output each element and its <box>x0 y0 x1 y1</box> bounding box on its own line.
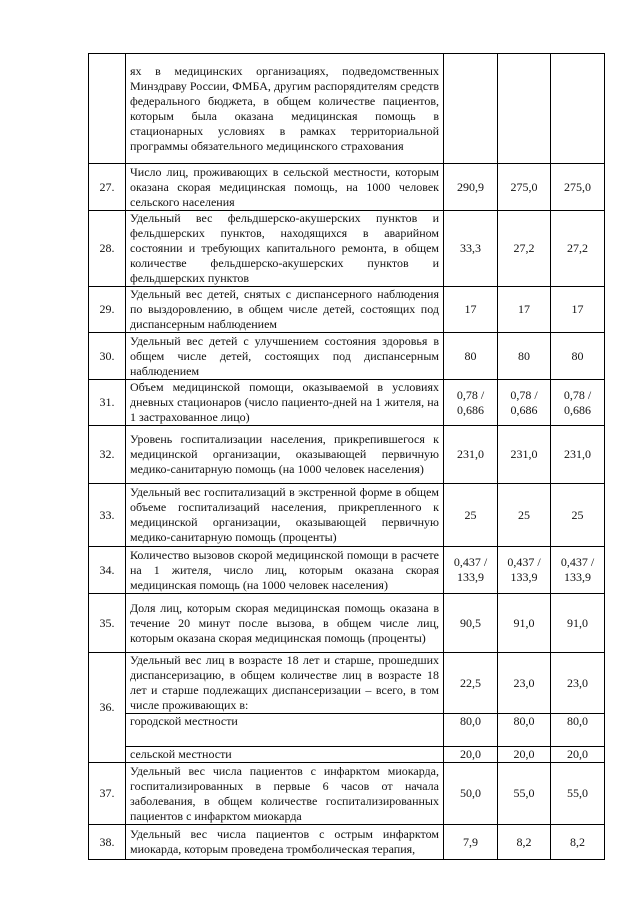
table-row <box>89 54 605 164</box>
value-cell-2 <box>498 54 551 164</box>
row-number: 32. <box>89 426 126 484</box>
value-cell-1: 17 <box>444 287 498 333</box>
table-subrow <box>89 747 605 763</box>
value-cell-1: 50,0 <box>444 763 498 825</box>
value-cell-1: 25 <box>444 484 498 547</box>
table-row <box>89 594 605 653</box>
value-cell-1: 22,5 <box>444 653 498 714</box>
row-number: 31. <box>89 380 126 426</box>
row-number: 37. <box>89 763 126 825</box>
value-cell-2: 23,0 <box>498 653 551 714</box>
subrow-text: сельской местности <box>126 747 444 763</box>
row-number: 28. <box>89 211 126 287</box>
indicator-text: Удельный вес госпитализаций в экстренной форме в общем объеме госпитализаций населения, прикрепленного к медицинской организации, оказывающей первичную медико-санитарную помощь (проценты) <box>126 484 444 547</box>
value-cell-3: 27,2 <box>551 211 605 287</box>
table-row <box>89 333 605 380</box>
indicator-text: Удельный вес фельдшерско-акушерских пунктов и фельдшерских пунктов, находящихся в аварийном состоянии и требующих капитального ремонта, в общем количестве фельдшерско-акушерских пунктов и фельдшерских пунктов <box>126 211 444 287</box>
indicator-text: Удельный вес числа пациентов с инфарктом миокарда, госпитализированных в первые 6 часов от начала заболевания, в общем количестве госпитализированных пациентов с инфарктом миокарда <box>126 763 444 825</box>
table-row <box>89 825 605 860</box>
value-cell-1 <box>444 54 498 164</box>
value-cell-3: 0,78 / 0,686 <box>551 380 605 426</box>
row-number: 30. <box>89 333 126 380</box>
table-row <box>89 547 605 594</box>
table-subrow <box>89 714 605 747</box>
indicator-text: Удельный вес числа пациентов с острым инфарктом миокарда, которым проведена тромболическая терапия, <box>126 825 444 860</box>
value-cell-1: 20,0 <box>444 747 498 763</box>
value-cell-3: 275,0 <box>551 164 605 211</box>
indicator-text: ях в медицинских организациях, подведомственных Минздраву России, ФМБА, другим распорядителям средств федерального бюджета, в общем количестве пациентов, которым была оказана медицинская помощь в стационарных условиях в рамках территориальной программы обязательного медицинского страхования <box>126 54 444 164</box>
value-cell-3: 8,2 <box>551 825 605 860</box>
row-number: 27. <box>89 164 126 211</box>
value-cell-1: 231,0 <box>444 426 498 484</box>
value-cell-3: 91,0 <box>551 594 605 653</box>
subrow-text: городской местности <box>126 714 444 747</box>
row-number <box>89 54 126 164</box>
value-cell-1: 90,5 <box>444 594 498 653</box>
row-number: 36. <box>89 653 126 763</box>
indicator-text: Удельный вес лиц в возрасте 18 лет и старше, прошедших диспансеризацию, в общем количестве лиц в возрасте 18 лет и старше подлежащих диспансеризации – всего, в том числе проживающих в: <box>126 653 444 714</box>
value-cell-1: 80 <box>444 333 498 380</box>
value-cell-2: 55,0 <box>498 763 551 825</box>
value-cell-3: 20,0 <box>551 747 605 763</box>
indicator-text: Объем медицинской помощи, оказываемой в условиях дневных стационаров (число пациенто-дней на 1 жителя, на 1 застрахованное лицо) <box>126 380 444 426</box>
table-row <box>89 164 605 211</box>
table-row <box>89 653 605 714</box>
value-cell-2: 275,0 <box>498 164 551 211</box>
table-row <box>89 763 605 825</box>
table-row <box>89 211 605 287</box>
value-cell-2: 8,2 <box>498 825 551 860</box>
value-cell-2: 27,2 <box>498 211 551 287</box>
value-cell-3: 80,0 <box>551 714 605 747</box>
value-cell-2: 20,0 <box>498 747 551 763</box>
value-cell-2: 80 <box>498 333 551 380</box>
value-cell-3: 23,0 <box>551 653 605 714</box>
indicator-text: Удельный вес детей, снятых с диспансерного наблюдения по выздоровлению, в общем числе детей, состоящих под диспансерным наблюдением <box>126 287 444 333</box>
value-cell-2: 80,0 <box>498 714 551 747</box>
value-cell-2: 17 <box>498 287 551 333</box>
value-cell-2: 231,0 <box>498 426 551 484</box>
indicator-text: Уровень госпитализации населения, прикрепившегося к медицинской организации, оказывающей первичную медико-санитарную помощь (на 1000 человек населения) <box>126 426 444 484</box>
value-cell-3 <box>551 54 605 164</box>
row-number: 29. <box>89 287 126 333</box>
value-cell-3: 55,0 <box>551 763 605 825</box>
value-cell-1: 0,437 / 133,9 <box>444 547 498 594</box>
indicators-table <box>88 53 605 860</box>
value-cell-1: 7,9 <box>444 825 498 860</box>
value-cell-2: 91,0 <box>498 594 551 653</box>
indicator-text: Доля лиц, которым скорая медицинская помощь оказана в течение 20 минут после вызова, в общем числе лиц, которым оказана скорая медицинская помощь (проценты) <box>126 594 444 653</box>
row-number: 33. <box>89 484 126 547</box>
row-number: 38. <box>89 825 126 860</box>
value-cell-1: 0,78 / 0,686 <box>444 380 498 426</box>
value-cell-2: 0,437 / 133,9 <box>498 547 551 594</box>
indicator-text: Число лиц, проживающих в сельской местности, которым оказана скорая медицинская помощь, на 1000 человек сельского населения <box>126 164 444 211</box>
table-row <box>89 484 605 547</box>
indicator-text: Количество вызовов скорой медицинской помощи в расчете на 1 жителя, число лиц, которым оказана скорая медицинская помощь (на 1000 человек населения) <box>126 547 444 594</box>
indicator-text: Удельный вес детей с улучшением состояния здоровья в общем числе детей, состоящих под диспансерным наблюдением <box>126 333 444 380</box>
value-cell-2: 0,78 / 0,686 <box>498 380 551 426</box>
table-row <box>89 380 605 426</box>
value-cell-3: 231,0 <box>551 426 605 484</box>
table-row <box>89 426 605 484</box>
value-cell-3: 25 <box>551 484 605 547</box>
table-row <box>89 287 605 333</box>
value-cell-2: 25 <box>498 484 551 547</box>
value-cell-3: 0,437 / 133,9 <box>551 547 605 594</box>
value-cell-1: 33,3 <box>444 211 498 287</box>
value-cell-3: 17 <box>551 287 605 333</box>
row-number: 34. <box>89 547 126 594</box>
value-cell-1: 290,9 <box>444 164 498 211</box>
row-number: 35. <box>89 594 126 653</box>
value-cell-3: 80 <box>551 333 605 380</box>
value-cell-1: 80,0 <box>444 714 498 747</box>
